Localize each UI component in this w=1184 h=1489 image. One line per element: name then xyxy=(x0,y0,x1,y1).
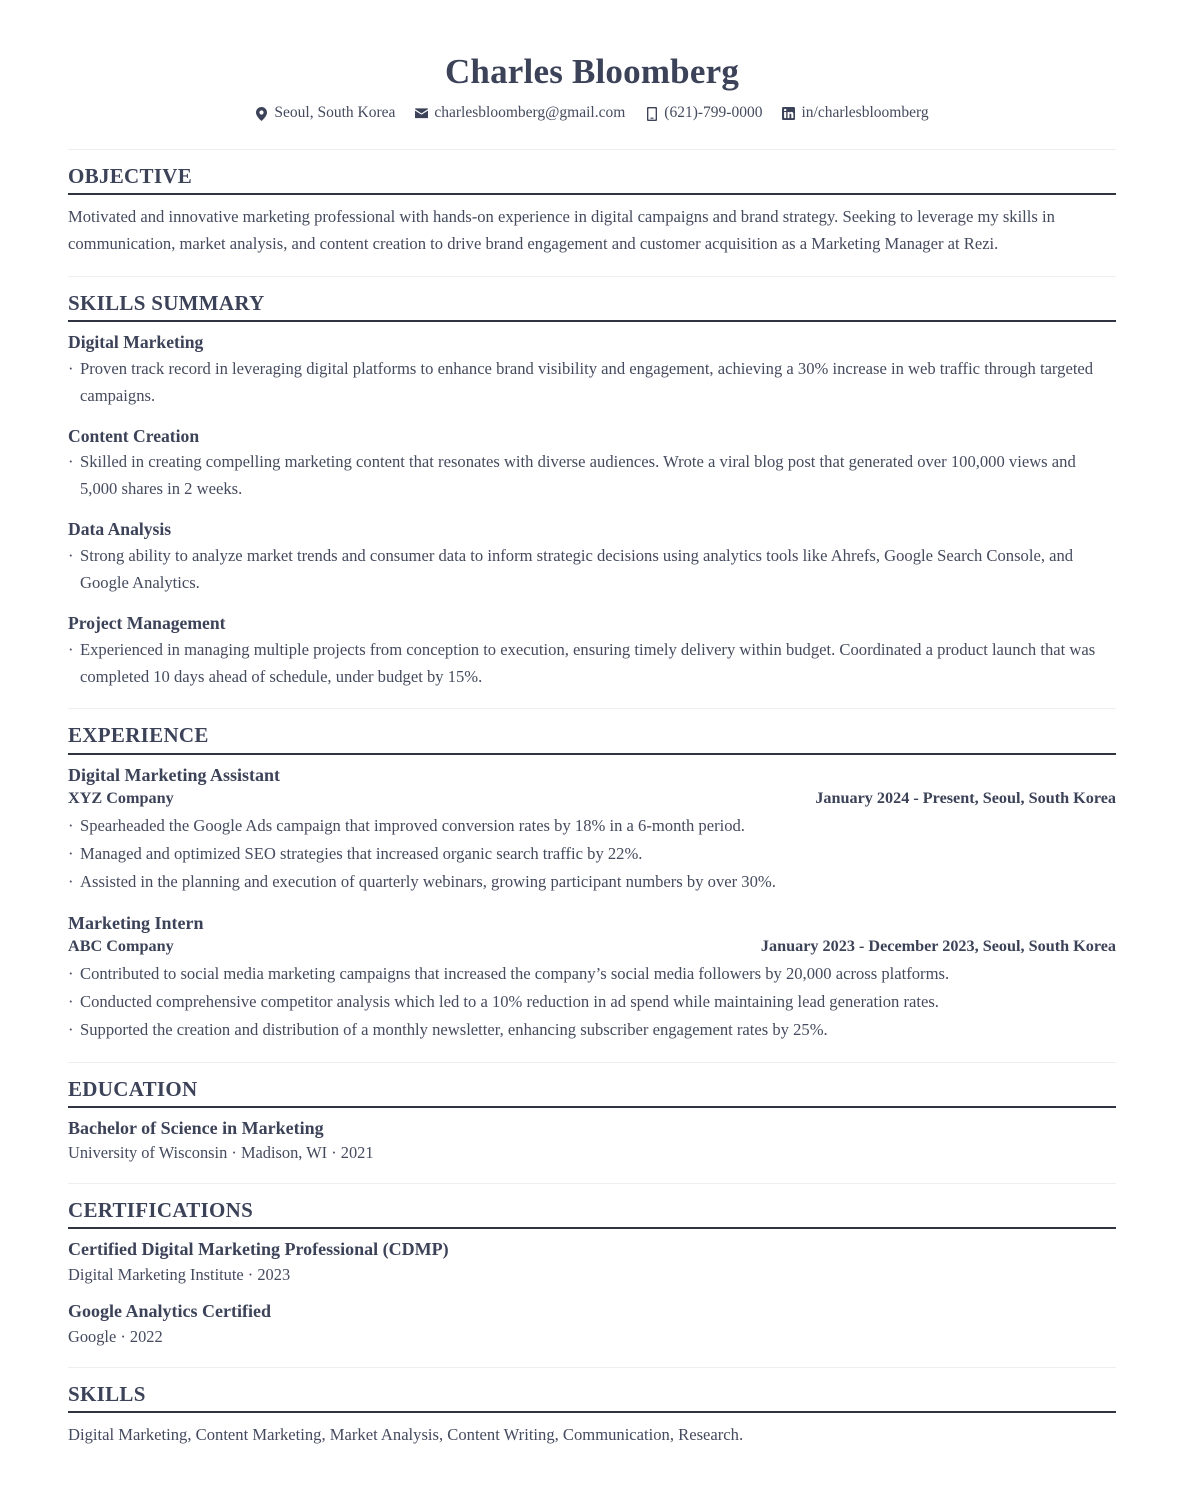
skill-group-name: Project Management xyxy=(68,612,226,633)
contact-phone[interactable] xyxy=(637,104,770,123)
job-meta xyxy=(68,788,1116,809)
bullet-item xyxy=(68,637,1116,691)
skill-group-name: Digital Marketing xyxy=(68,331,204,352)
bullet-text: Managed and optimized SEO strategies that increased organic search traffic by 22%. xyxy=(80,843,643,863)
experience-separator xyxy=(68,1062,1116,1063)
section-rule-certifications xyxy=(68,1227,1116,1229)
section-education xyxy=(68,1077,1116,1165)
objective-text: Motivated and innovative marketing professional with hands-on experience in digital campaigns and brand strategy. Seeking to leverage my skills in communication, market analysis, and content creation to drive brand engagement and customer acquisition as a Marketing Manager at Rezi. xyxy=(68,207,1055,253)
certification-details: Google · 2022 xyxy=(68,1326,163,1346)
skill-group xyxy=(68,331,1116,410)
bullet-item xyxy=(68,356,1116,410)
bullet-item xyxy=(68,1017,1116,1044)
section-title-skills-summary: SKILLS SUMMARY xyxy=(68,290,265,315)
envelope-icon xyxy=(415,106,428,121)
bullet-text: Proven track record in leveraging digital platforms to enhance brand visibility and engagement, achieving a 30% increase in web traffic through targeted campaigns. xyxy=(80,358,1094,405)
contact-phone-text: (621)-799-0000 xyxy=(664,104,763,122)
job-company: ABC Company xyxy=(68,937,174,956)
bullet-item xyxy=(68,961,1116,988)
bullet-item xyxy=(68,989,1116,1016)
education-entry xyxy=(68,1117,1116,1165)
section-skills xyxy=(68,1382,1116,1449)
certifications-separator xyxy=(68,1367,1116,1368)
bullet-dot-icon: · xyxy=(68,871,74,891)
section-objective xyxy=(68,164,1116,258)
bullet-item xyxy=(68,841,1116,868)
skill-group-name: Data Analysis xyxy=(68,519,172,540)
bullet-dot-icon: · xyxy=(68,1019,74,1039)
contact-location-text: Seoul, South Korea xyxy=(274,104,396,122)
section-title-certifications: CERTIFICATIONS xyxy=(68,1198,254,1223)
objective-separator xyxy=(68,276,1116,277)
bullet-text: Contributed to social media marketing campaigns that increased the company’s social media followers by 20,000 across platforms. xyxy=(80,964,950,984)
bullet-text: Conducted comprehensive competitor analysis which led to a 10% reduction in ad spend while maintaining lead generation rates. xyxy=(80,992,939,1011)
experience-entry xyxy=(68,764,1116,896)
bullet-item xyxy=(68,813,1116,840)
skills-text: Digital Marketing, Content Marketing, Market Analysis, Content Writing, Communication, Research. xyxy=(68,1424,744,1444)
job-title: Digital Marketing Assistant xyxy=(68,764,281,785)
section-rule-objective xyxy=(68,193,1116,195)
header-separator xyxy=(68,149,1116,150)
contact-email[interactable] xyxy=(407,104,633,123)
bullet-dot-icon: · xyxy=(68,546,74,566)
skills-summary-separator xyxy=(68,708,1116,709)
contact-email-text: charlesbloomberg@gmail.com xyxy=(434,104,626,122)
job-company: XYZ Company xyxy=(68,788,174,807)
certification-name: Google Analytics Certified xyxy=(68,1301,271,1322)
education-separator xyxy=(68,1183,1116,1184)
section-experience xyxy=(68,723,1116,1043)
bullet-dot-icon: · xyxy=(68,816,74,836)
certification-entry xyxy=(68,1238,1116,1286)
bullet-text: Assisted in the planning and execution of quarterly webinars, growing participant numbers by over 30%. xyxy=(80,871,776,891)
section-title-experience: EXPERIENCE xyxy=(68,723,209,748)
section-rule-skills-summary xyxy=(68,320,1116,322)
skill-group xyxy=(68,612,1116,691)
bullet-text: Experienced in managing multiple projects from conception to execution, ensuring timely delivery within budget. Coordinated a product launch that was completed 10 days ahead of schedule, under budget by 15%. xyxy=(80,639,1096,686)
skill-group xyxy=(68,425,1116,504)
bullet-text: Supported the creation and distribution of a monthly newsletter, enhancing subscriber engagement rates by 25%. xyxy=(80,1019,828,1039)
contact-location xyxy=(247,104,403,123)
education-degree: Bachelor of Science in Marketing xyxy=(68,1117,324,1138)
section-certifications xyxy=(68,1198,1116,1349)
certification-details: Digital Marketing Institute · 2023 xyxy=(68,1264,291,1284)
certification-name: Certified Digital Marketing Professional (CDMP) xyxy=(68,1239,449,1260)
job-dates-location: January 2024 - Present, Seoul, South Korea xyxy=(815,788,1116,807)
bullet-text: Strong ability to analyze market trends and consumer data to inform strategic decisions using analytics tools like Ahrefs, Google Search Console, and Google Analytics. xyxy=(80,546,1074,592)
skill-group-name: Content Creation xyxy=(68,425,200,446)
certification-entry xyxy=(68,1300,1116,1348)
bullet-dot-icon: · xyxy=(68,992,74,1011)
section-skills-summary xyxy=(68,291,1116,691)
bullet-text: Spearheaded the Google Ads campaign that improved conversion rates by 18% in a 6-month period. xyxy=(80,816,745,836)
bullet-dot-icon: · xyxy=(68,639,74,659)
section-rule-education xyxy=(68,1106,1116,1108)
bullet-item xyxy=(68,449,1116,503)
bullet-dot-icon: · xyxy=(68,843,74,863)
bullet-dot-icon: · xyxy=(68,358,74,378)
contact-linkedin[interactable] xyxy=(774,104,936,123)
bullet-item xyxy=(68,869,1116,896)
section-title-objective: OBJECTIVE xyxy=(68,163,193,188)
experience-entry xyxy=(68,912,1116,1044)
section-rule-experience xyxy=(68,753,1116,755)
job-meta xyxy=(68,936,1116,957)
bullet-item xyxy=(68,543,1116,597)
job-dates-location: January 2023 - December 2023, Seoul, South Korea xyxy=(760,937,1116,956)
contact-row xyxy=(68,104,1116,123)
education-details: University of Wisconsin · Madison, WI · 2021 xyxy=(68,1143,374,1163)
section-title-skills: SKILLS xyxy=(68,1381,146,1406)
mobile-phone-icon xyxy=(645,106,658,121)
job-title: Marketing Intern xyxy=(68,912,204,933)
section-rule-skills xyxy=(68,1411,1116,1413)
candidate-name: Charles Bloomberg xyxy=(444,52,740,91)
bullet-text: Skilled in creating compelling marketing content that resonates with diverse audiences. Wrote a viral blog post that generated over 100,000 views and 5,000 shares in 2 weeks. xyxy=(80,452,1076,499)
skill-group xyxy=(68,518,1116,597)
contact-linkedin-text: in/charlesbloomberg xyxy=(801,104,929,122)
location-pin-icon xyxy=(255,106,268,121)
bullet-dot-icon: · xyxy=(68,964,74,984)
linkedin-icon xyxy=(782,106,795,121)
resume-header xyxy=(68,52,1116,123)
bullet-dot-icon: · xyxy=(68,452,74,472)
section-title-education: EDUCATION xyxy=(68,1076,198,1101)
